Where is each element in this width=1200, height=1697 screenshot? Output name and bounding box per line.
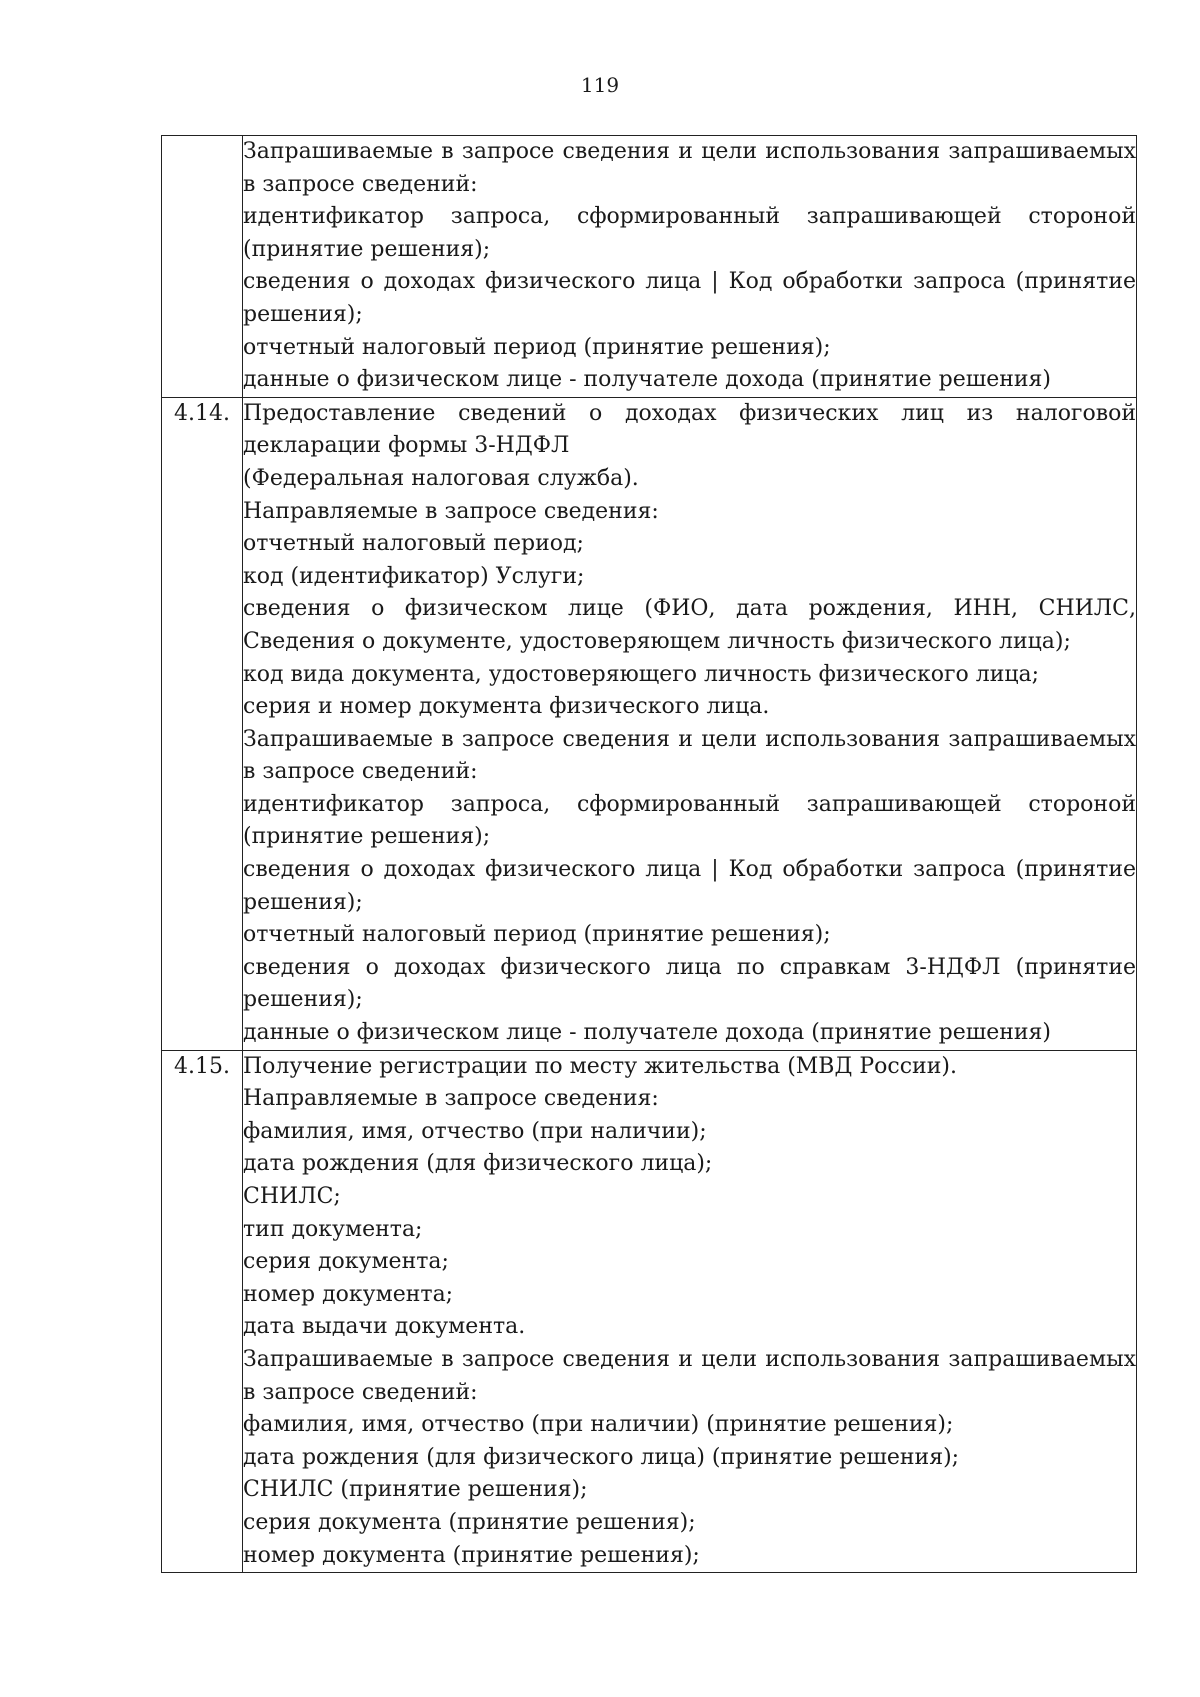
text-line: Запрашиваемые в запросе сведения и цели использования запрашиваемых в запросе сведений: (243, 1346, 1136, 1405)
text-line: отчетный налоговый период (принятие решения); (243, 334, 831, 360)
text-line: идентификатор запроса, сформированный запрашивающей стороной (принятие решения); (243, 204, 1136, 262)
text-line: фамилия, имя, отчество (при наличии); (243, 1118, 707, 1144)
text-line: Предоставление сведений о доходах физических лиц из налоговой декларации формы 3-НДФЛ (243, 400, 1136, 459)
text-line: дата рождения (для физического лица) (принятие решения); (243, 1444, 960, 1470)
text-line: данные о физическом лице - получателе дохода (принятие решения) (243, 1020, 1052, 1046)
row-number (162, 136, 243, 398)
text-line: код (идентификатор) Услуги; (243, 563, 585, 589)
row-description (243, 136, 1137, 398)
text-line: данные о физическом лице - получателе дохода (принятие решения) (243, 367, 1052, 393)
table-body (162, 136, 1137, 1573)
text-line: дата рождения (для физического лица); (243, 1151, 713, 1177)
text-line: код вида документа, удостоверяющего личность физического лица; (243, 661, 1040, 687)
text-line: сведения о доходах физического лица | Код обработки запроса (принятие решения); (243, 269, 1136, 327)
text-line: СНИЛС; (243, 1184, 341, 1209)
text-line: отчетный налоговый период (принятие решения); (243, 922, 831, 948)
row-description (243, 1050, 1137, 1573)
text-line: номер документа (принятие решения); (243, 1542, 700, 1568)
text-line: СНИЛС (принятие решения); (243, 1477, 588, 1503)
text-line: фамилия, имя, отчество (при наличии) (принятие решения); (243, 1412, 954, 1438)
text-line: номер документа; (243, 1281, 454, 1307)
text-line: сведения о доходах физического лица | Код обработки запроса (принятие решения); (243, 857, 1136, 915)
text-line: (Федеральная налоговая служба). (243, 465, 639, 491)
row-number: 4.15. (162, 1050, 243, 1573)
text-line: сведения о физическом лице (ФИО, дата рождения, ИНН, СНИЛС, Сведения о документе, удостоверяющем личность физического лица); (243, 596, 1136, 654)
text-line: идентификатор запроса, сформированный запрашивающей стороной (принятие решения); (243, 791, 1136, 850)
table-row (162, 136, 1137, 398)
text-line: Запрашиваемые в запросе сведения и цели использования запрашиваемых в запросе сведений: (243, 726, 1136, 785)
text-line: сведения о доходах физического лица по справкам 3-НДФЛ (принятие решения); (243, 954, 1136, 1013)
row-number: 4.14. (162, 397, 243, 1050)
document-table (161, 135, 1137, 1573)
table-row (162, 397, 1137, 1050)
text-line: дата выдачи документа. (243, 1314, 526, 1340)
text-line: Получение регистрации по месту жительства (МВД России). (243, 1053, 957, 1079)
table-row (162, 1050, 1137, 1573)
text-line: Запрашиваемые в запросе сведения и цели использования запрашиваемых в запросе сведений: (243, 139, 1136, 197)
text-line: Направляемые в запросе сведения: (243, 1086, 659, 1112)
row-description (243, 397, 1137, 1050)
text-line: серия документа (принятие решения); (243, 1509, 696, 1535)
text-line: серия документа; (243, 1249, 449, 1275)
text-line: тип документа; (243, 1216, 423, 1242)
text-line: серия и номер документа физического лица. (243, 694, 770, 720)
text-line: Направляемые в запросе сведения: (243, 498, 659, 524)
text-line: отчетный налоговый период; (243, 531, 584, 557)
page-number: 119 (580, 73, 620, 97)
